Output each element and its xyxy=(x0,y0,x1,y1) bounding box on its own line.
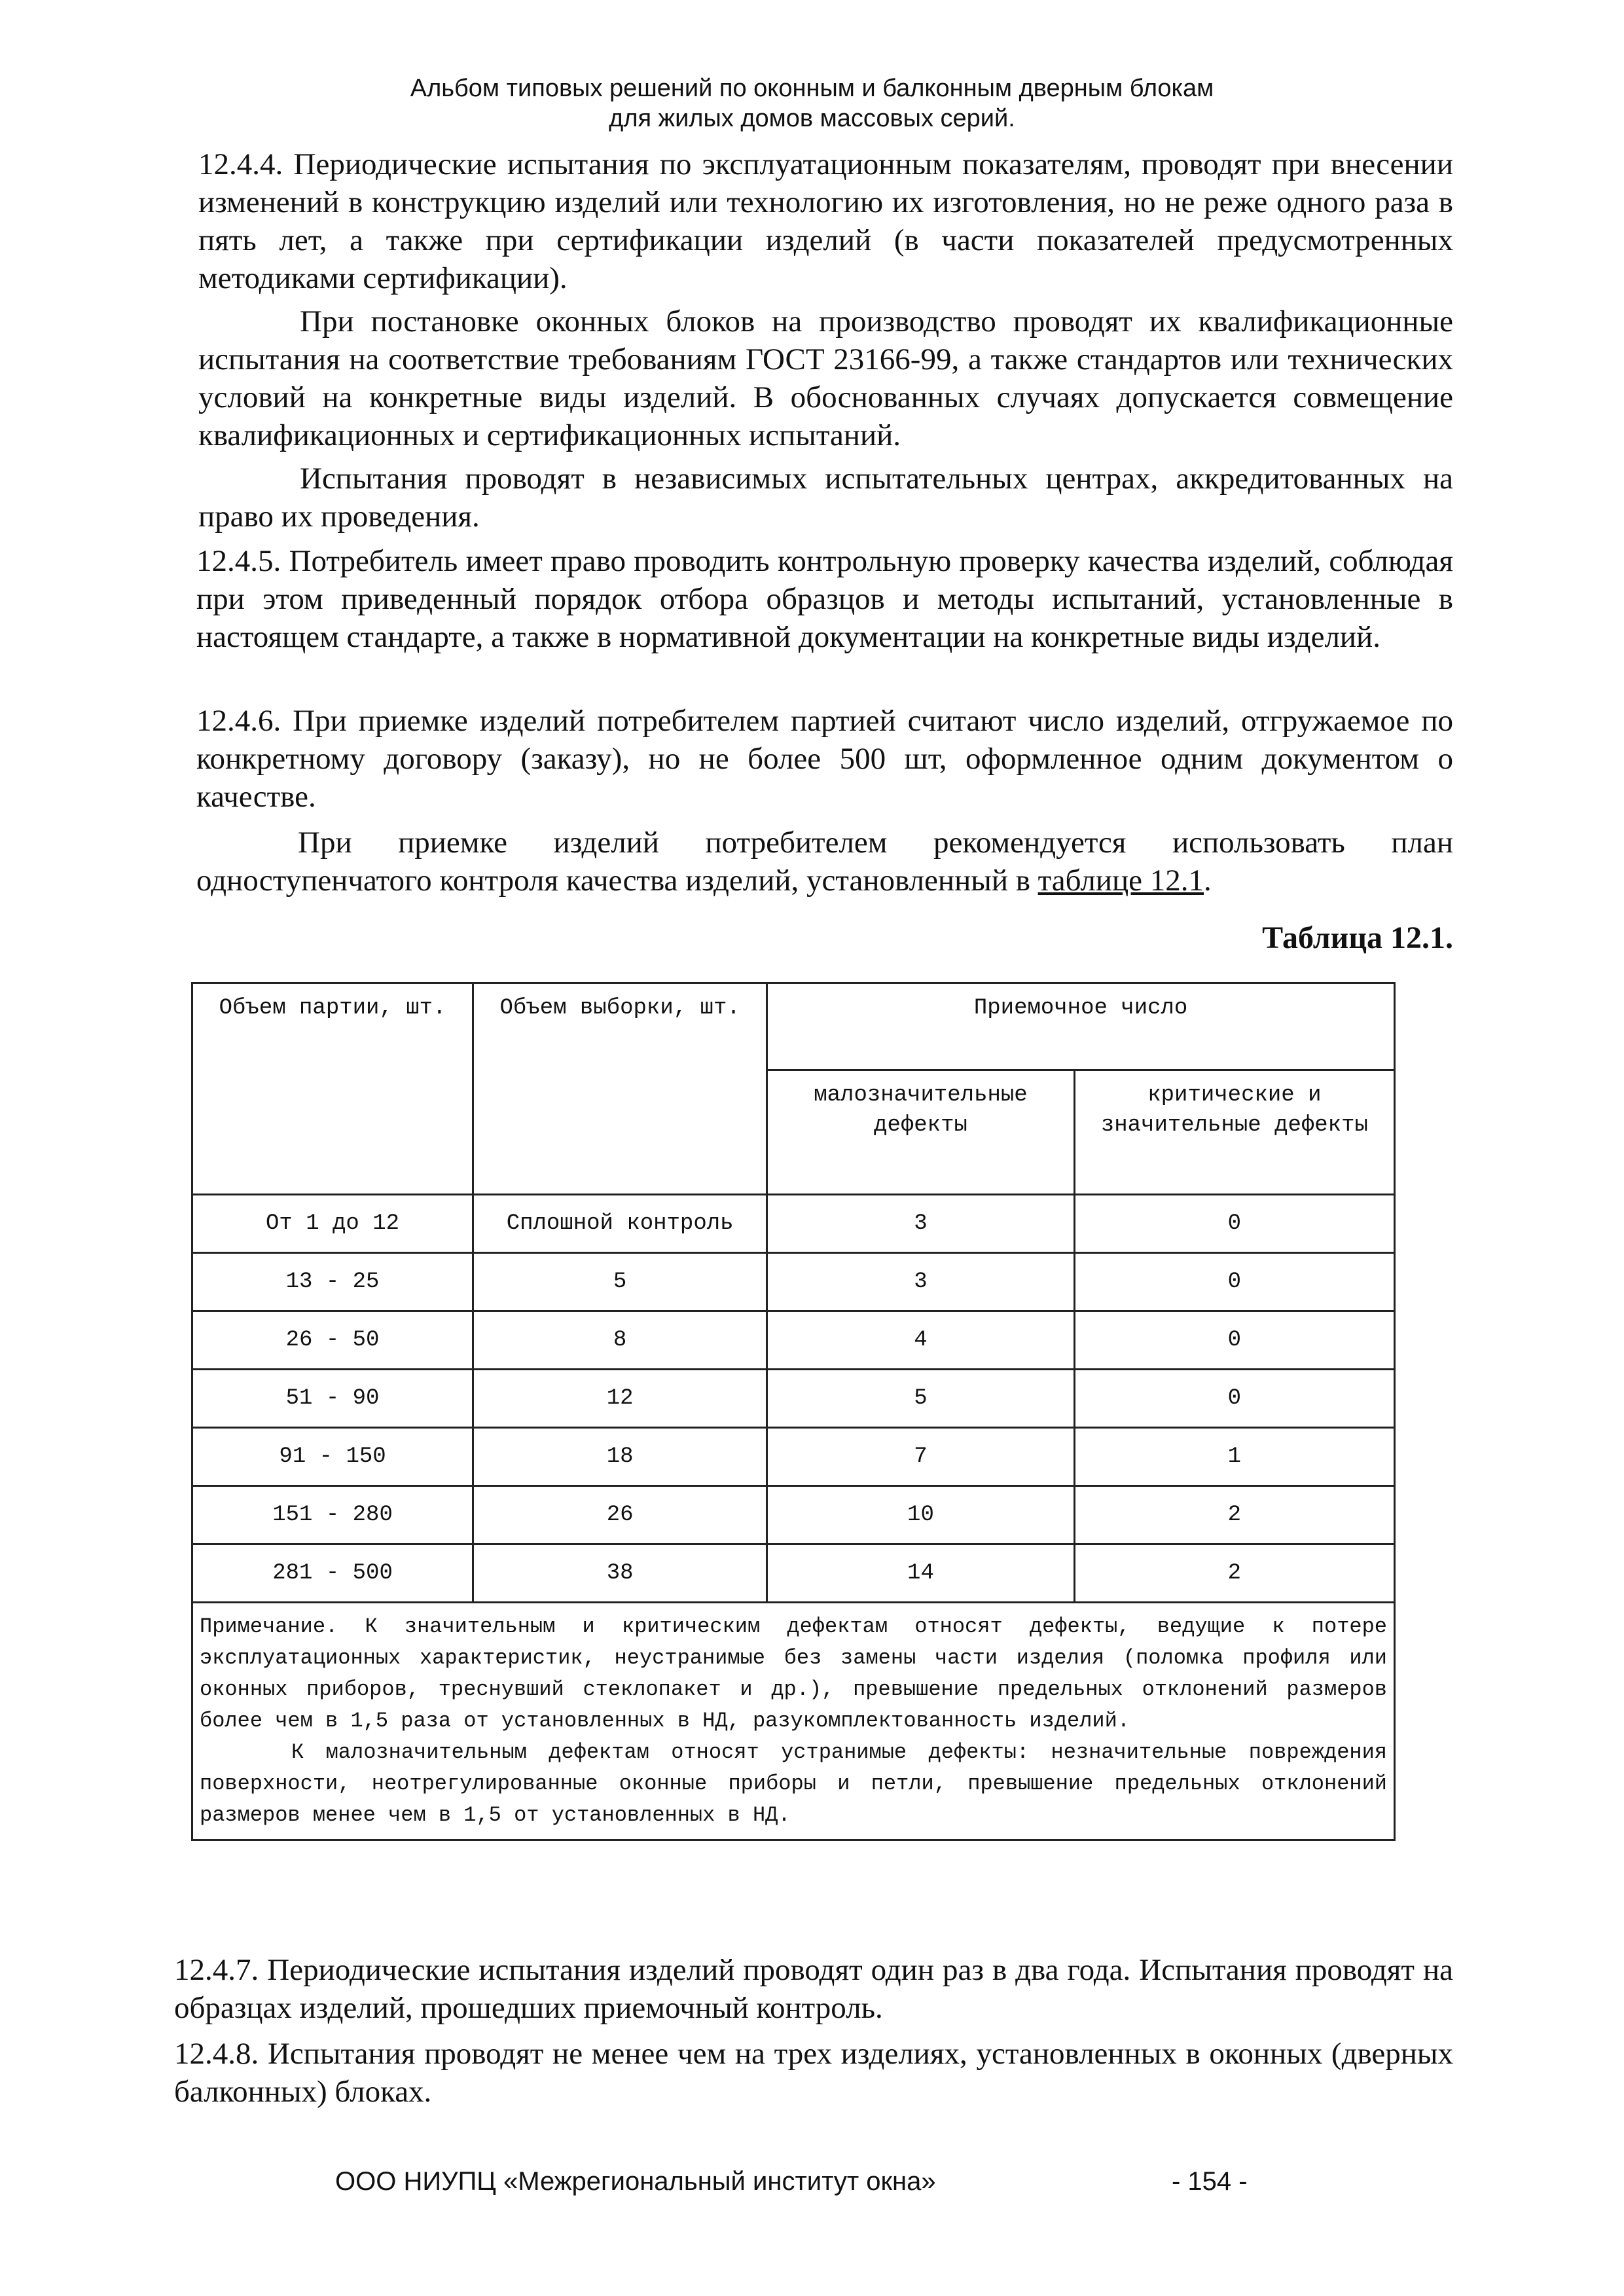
page-number: - 154 - xyxy=(1172,2167,1248,2196)
table-row xyxy=(192,1311,1395,1370)
paragraph-12-4-8: 12.4.8. Испытания проводят не менее чем на трех изделиях, установленных в оконных (дверных балконных) блоках. xyxy=(174,2037,1453,2109)
page-header xyxy=(0,73,1624,134)
table-reference-link[interactable]: таблице 12.1 xyxy=(1038,864,1204,898)
cell-minor: 14 xyxy=(767,1544,1075,1603)
cell-critical: 1 xyxy=(1074,1428,1394,1486)
cell-lot: 91 - 150 xyxy=(192,1428,473,1486)
header-lot-size: Объем партии, шт. xyxy=(192,983,473,1195)
cell-minor: 3 xyxy=(767,1195,1075,1253)
cell-critical: 2 xyxy=(1074,1486,1394,1544)
cell-minor: 4 xyxy=(767,1311,1075,1370)
cell-minor: 7 xyxy=(767,1428,1075,1486)
table-header-row xyxy=(192,983,1395,1070)
cell-critical: 0 xyxy=(1074,1195,1394,1253)
table-note xyxy=(192,1603,1395,1840)
paragraph-test-centers: Испытания проводят в независимых испытательных центрах, аккредитованных на право их проведения. xyxy=(198,462,1453,534)
cell-minor: 10 xyxy=(767,1486,1075,1544)
cell-sample: 26 xyxy=(473,1486,767,1544)
cell-lot: 151 - 280 xyxy=(192,1486,473,1544)
table-note-paragraph-1: Примечание. К значительным и критическим дефектам относят дефекты, ведущие к потере эксплуатационных характеристик, неустранимые без замены части изделия (поломка профиля или оконных приборов, треснувший стеклопакет и др.), превышение предельных отклонений размеров более чем в 1,5 раза от установленных в НД, разукомплектованность изделий. xyxy=(200,1614,1387,1733)
table-caption: Таблица 12.1. xyxy=(1262,920,1453,955)
paragraph-control-plan xyxy=(196,824,1453,900)
table-row xyxy=(192,1544,1395,1603)
table-row xyxy=(192,1370,1395,1428)
cell-sample: Сплошной контроль xyxy=(473,1195,767,1253)
table-row xyxy=(192,1195,1395,1253)
cell-minor: 5 xyxy=(767,1370,1075,1428)
cell-critical: 0 xyxy=(1074,1370,1394,1428)
control-plan-end: . xyxy=(1204,864,1212,898)
table-row xyxy=(192,1486,1395,1544)
cell-lot: 51 - 90 xyxy=(192,1370,473,1428)
cell-lot: 26 - 50 xyxy=(192,1311,473,1370)
cell-sample: 18 xyxy=(473,1428,767,1486)
header-minor-defects: малозначительные дефекты xyxy=(767,1070,1075,1195)
cell-critical: 2 xyxy=(1074,1544,1394,1603)
paragraph-12-4-7: 12.4.7. Периодические испытания изделий проводят один раз в два года. Испытания проводят на образцах изделий, прошедших приемочный контроль. xyxy=(174,1953,1453,2025)
cell-critical: 0 xyxy=(1074,1311,1394,1370)
control-plan-text: При приемке изделий потребителем рекомендуется использовать план одноступенчатого контроля качества изделий, установленный в xyxy=(196,826,1453,898)
header-critical-defects: критические и значительные дефекты xyxy=(1074,1070,1394,1195)
cell-sample: 5 xyxy=(473,1253,767,1311)
table-note-paragraph-2: К малозначительным дефектам относят устранимые дефекты: незначительные повреждения поверхности, неотрегулированные оконные приборы и петли, превышение предельных отклонений размеров менее чем в 1,5 от установленных в НД. xyxy=(200,1740,1387,1827)
acceptance-table xyxy=(191,982,1396,1841)
cell-critical: 0 xyxy=(1074,1253,1394,1311)
cell-lot: 13 - 25 xyxy=(192,1253,473,1311)
header-line-1: Альбом типовых решений по оконным и балконным дверным блокам xyxy=(410,75,1214,102)
header-line-2: для жилых домов массовых серий. xyxy=(609,105,1015,132)
cell-sample: 8 xyxy=(473,1311,767,1370)
paragraph-12-4-4: 12.4.4. Периодические испытания по эксплуатационным показателям, проводят при внесении изменений в конструкцию изделий или технологию их изготовления, но не реже одного раза в пять лет, а также при сертификации изделий (в части показателей предусмотренных методиками сертификации). xyxy=(198,147,1453,295)
paragraph-12-4-5: 12.4.5. Потребитель имеет право проводить контрольную проверку качества изделий, соблюдая при этом приведенный порядок отбора образцов и методы испытаний, установленные в настоящем стандарте, а также в нормативной документации на конкретные виды изделий. xyxy=(196,544,1453,654)
cell-sample: 38 xyxy=(473,1544,767,1603)
table-row xyxy=(192,1428,1395,1486)
header-acceptance-number: Приемочное число xyxy=(767,983,1395,1070)
cell-lot: От 1 до 12 xyxy=(192,1195,473,1253)
footer-organization: ООО НИУПЦ «Межрегиональный институт окна» xyxy=(335,2167,936,2196)
header-sample-size: Объем выборки, шт. xyxy=(473,983,767,1195)
table-row xyxy=(192,1253,1395,1311)
paragraph-12-4-6: 12.4.6. При приемке изделий потребителем партией считают число изделий, отгружаемое по конкретному договору (заказу), но не более 500 шт, оформленное одним документом о качестве. xyxy=(196,704,1453,814)
paragraph-qualification: При постановке оконных блоков на производство проводят их квалификационные испытания на соответствие требованиям ГОСТ 23166-99, а также стандартов или технических условий на конкретные виды изделий. В обоснованных случаях допускается совмещение квалификационных и сертификационных испытаний. xyxy=(198,304,1453,452)
cell-sample: 12 xyxy=(473,1370,767,1428)
table-note-row xyxy=(192,1603,1395,1840)
cell-minor: 3 xyxy=(767,1253,1075,1311)
cell-lot: 281 - 500 xyxy=(192,1544,473,1603)
